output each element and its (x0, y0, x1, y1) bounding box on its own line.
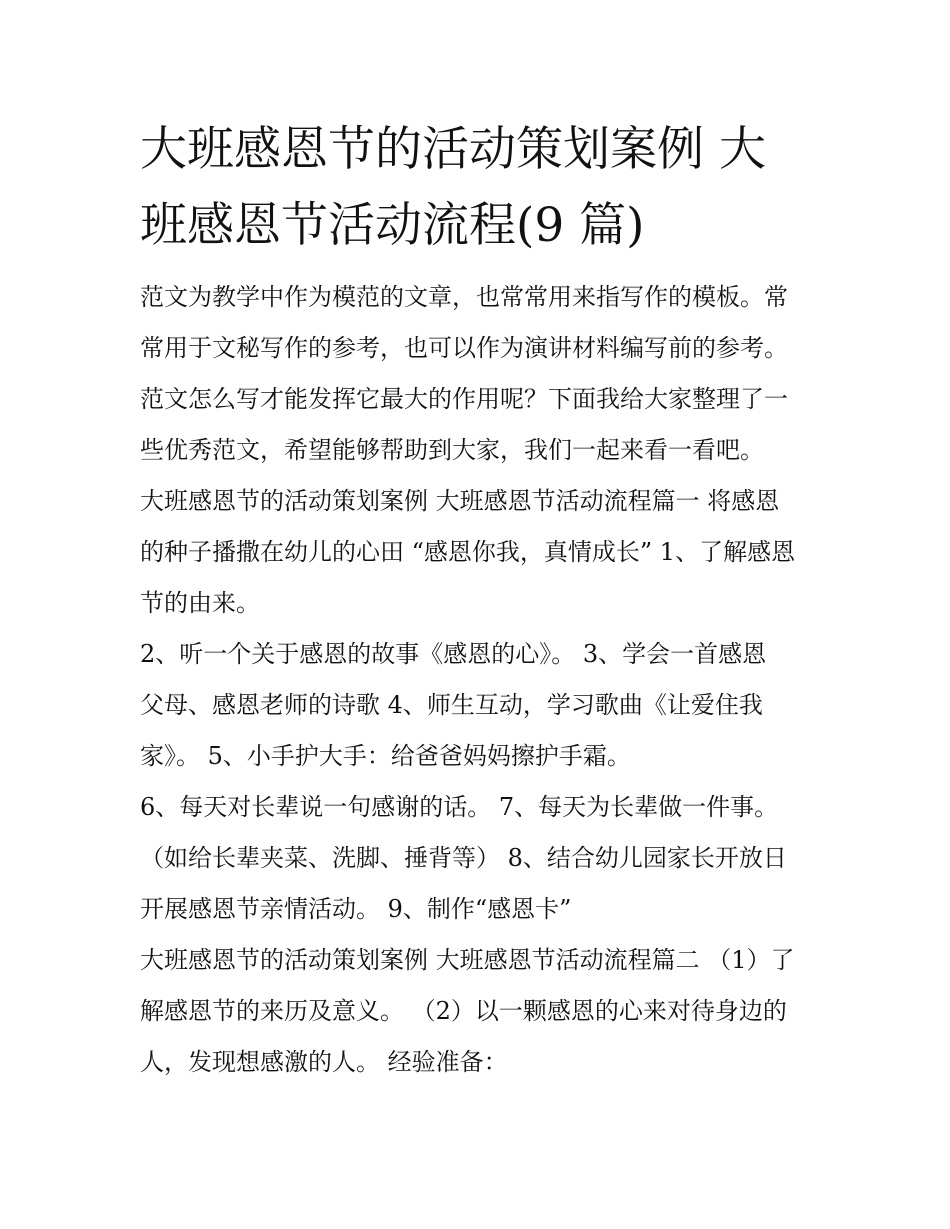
text-line: 解感恩节的来历及意义。 （2）以一颗感恩的心来对待身边的 (140, 997, 787, 1025)
text-line: 2、听一个关于感恩的故事《感恩的心》。 3、学会一首感恩 (140, 640, 767, 668)
paragraph-plan-one (140, 476, 815, 629)
text-line: 6、每天对长辈说一句感谢的话。 7、每天为长辈做一件事。 (140, 793, 779, 821)
document-title (140, 112, 815, 264)
text-line: 家》。 5、小手护大手：给爸爸妈妈擦护手霜。 (140, 742, 631, 770)
text-line: 父母、感恩老师的诗歌 4、师生互动，学习歌曲《让爱住我 (140, 691, 763, 719)
paragraph-intro (140, 272, 815, 476)
text-line: 的种子播撒在幼儿的心田 “感恩你我，真情成长” 1、了解感恩 (140, 538, 796, 566)
paragraph-steps-6-9 (140, 782, 815, 935)
text-line: 范文怎么写才能发挥它最大的作用呢？下面我给大家整理了一 (140, 385, 788, 413)
title-line: 班感恩节活动流程(9 篇) (140, 198, 645, 253)
paragraph-steps-2-5 (140, 629, 815, 782)
text-line: 常用于文秘写作的参考，也可以作为演讲材料编写前的参考。 (140, 334, 788, 362)
text-line: 节的由来。 (140, 589, 260, 617)
text-line: 大班感恩节的活动策划案例 大班感恩节活动流程篇一 将感恩 (140, 487, 780, 515)
title-line: 大班感恩节的活动策划案例 大 (140, 122, 766, 177)
text-line: 人，发现想感激的人。 经验准备： (140, 1048, 508, 1076)
text-line: （如给长辈夹菜、洗脚、捶背等） 8、结合幼儿园家长开放日 (140, 844, 787, 872)
document-content (140, 112, 815, 1088)
text-line: 大班感恩节的活动策划案例 大班感恩节活动流程篇二 （1）了 (140, 946, 795, 974)
document-body (140, 272, 815, 1088)
text-line: 开展感恩节亲情活动。 9、制作“感恩卡” (140, 895, 572, 923)
text-line: 些优秀范文，希望能够帮助到大家，我们一起来看一看吧。 (140, 436, 764, 464)
paragraph-plan-two (140, 935, 815, 1088)
text-line: 范文为教学中作为模范的文章，也常常用来指写作的模板。常 (140, 283, 788, 311)
